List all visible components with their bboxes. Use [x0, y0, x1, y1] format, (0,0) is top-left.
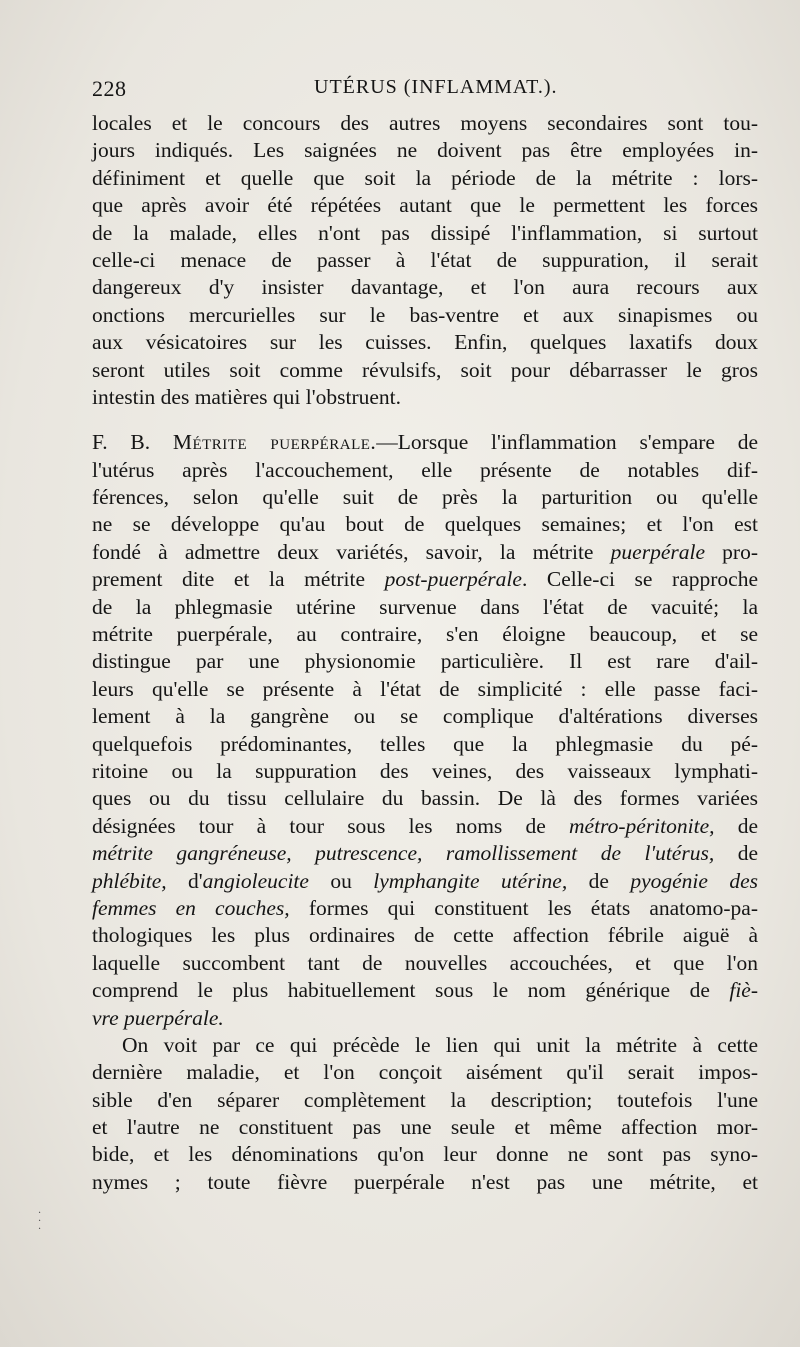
- text-line: férences, selon qu'elle suit de près la parturition ou qu'elle: [92, 485, 758, 510]
- text-line: de la phlegmasie utérine survenue dans l'état de vacuité; la: [92, 594, 758, 619]
- italic-term: lymphangite utérine,: [373, 868, 568, 893]
- running-head: UTÉRUS (INFLAMMAT.).: [314, 76, 558, 98]
- italic-term: vre puerpérale.: [92, 1005, 224, 1030]
- text-line: [92, 977, 758, 1004]
- body-text: [92, 110, 758, 1196]
- text-line: onctions mercurielles sur le bas-ventre et aux sinapismes ou: [92, 302, 758, 327]
- italic-term: puerpérale: [610, 539, 705, 564]
- text-line: et l'autre ne constituent pas une seule et même affection mor-: [92, 1115, 758, 1140]
- text-fragment: formes qui constituent les états anatomo-pa-: [289, 895, 758, 920]
- text-line: nymes ; toute fièvre puerpérale n'est pas une métrite, et: [92, 1169, 758, 1194]
- text-fragment: —Lorsque l'inflammation s'empare de: [376, 430, 758, 455]
- text-line: ques ou du tissu cellulaire du bassin. De là des formes variées: [92, 786, 758, 811]
- paragraph-conclusion: [92, 1032, 758, 1196]
- text-line: celle-ci menace de passer à l'état de suppuration, il serait: [92, 247, 758, 272]
- text-line: lement à la gangrène ou se complique d'altérations diverses: [92, 704, 758, 729]
- text-line: définiment et quelle que soit la période de la métrite : lors-: [92, 165, 758, 190]
- text-line: [92, 1005, 758, 1032]
- text-fragment: désignées tour à tour sous les noms de: [92, 813, 569, 838]
- italic-term: métro-péritonite,: [569, 813, 715, 838]
- page-number: 228: [92, 76, 127, 101]
- text-line: ritoine ou la suppuration des veines, des vaisseaux lymphati-: [92, 758, 758, 783]
- text-fragment: d': [166, 868, 203, 893]
- text-line: [92, 840, 758, 867]
- section-marker: F. B.: [92, 430, 151, 455]
- text-fragment: fondé à admettre deux variétés, savoir, la métrite: [92, 539, 611, 564]
- text-line: sible d'en séparer complètement la description; toutefois l'une: [92, 1087, 758, 1112]
- italic-term: phlébite,: [92, 868, 167, 893]
- text-line: [92, 813, 758, 840]
- paragraph-treatment: [92, 110, 758, 411]
- text-line: aux vésicatoires sur les cuisses. Enfin, quelques laxatifs doux: [92, 330, 758, 355]
- text-line: intestin des matières qui l'obstruent.: [92, 384, 401, 409]
- text-line: [92, 539, 758, 566]
- text-line: que après avoir été répétées autant que le permettent les forces: [92, 193, 758, 218]
- text-fragment: ou: [308, 868, 374, 893]
- text-line: dernière maladie, et l'on conçoit aisément qu'il serait impos-: [92, 1060, 758, 1085]
- text-line: l'utérus après l'accouchement, elle présente de notables dif-: [92, 457, 758, 482]
- section-title: Métrite puerpérale.: [172, 430, 377, 455]
- text-line: locales et le concours des autres moyens secondaires sont tou-: [92, 111, 758, 135]
- text-fragment: . Celle-ci se rapproche: [521, 567, 759, 592]
- paragraph-metrite-puerperale: [92, 429, 758, 1032]
- text-line: [92, 566, 758, 593]
- text-line: jours indiqués. Les saignées ne doivent pas être employées in-: [92, 138, 758, 163]
- text-fragment: comprend le plus habituellement sous le nom générique de: [92, 978, 730, 1003]
- text-line: ne se développe qu'au bout de quelques semaines; et l'on est: [92, 512, 758, 537]
- text-line: laquelle succombent tant de nouvelles accouchées, et que l'on: [92, 950, 758, 975]
- text-fragment: prement dite et la métrite: [92, 567, 385, 592]
- italic-term: pyogénie des: [630, 868, 759, 893]
- text-line: bide, et les dénominations qu'on leur donne ne sont pas syno-: [92, 1142, 758, 1167]
- text-line: distingue par une physionomie particulière. Il est rare d'ail-: [92, 649, 758, 674]
- italic-term: angioleucite: [202, 868, 309, 893]
- text-line: métrite puerpérale, au contraire, s'en éloigne beaucoup, et se: [92, 622, 758, 647]
- text-line: [92, 868, 758, 895]
- text-line: [92, 895, 758, 922]
- italic-term: post-puerpérale: [384, 567, 522, 592]
- text-line: leurs qu'elle se présente à l'état de simplicité : elle passe faci-: [92, 676, 758, 701]
- text-line: dangereux d'y insister davantage, et l'on aura recours aux: [92, 275, 758, 300]
- text-line: thologiques les plus ordinaires de cette affection fébrile aiguë à: [92, 923, 758, 948]
- page-header: [92, 74, 758, 106]
- text-line: seront utiles soit comme révulsifs, soit pour débarrasser le gros: [92, 357, 758, 382]
- italic-term: métrite gangréneuse, putrescence, ramollissement de l'utérus,: [92, 841, 715, 866]
- section-heading-line: [92, 429, 758, 456]
- italic-term: fiè-: [729, 978, 758, 1003]
- text-line: de la malade, elles n'ont pas dissipé l'inflammation, si surtout: [92, 220, 758, 245]
- text-fragment: de: [714, 813, 758, 838]
- text-fragment: de: [714, 841, 759, 866]
- text-fragment: pro-: [705, 539, 759, 564]
- italic-term: femmes en couches,: [92, 895, 290, 920]
- paragraph-gap: [92, 411, 758, 429]
- paper-specks: · · ·: [38, 1208, 42, 1235]
- text-line: quelquefois prédominantes, telles que la phlegmasie du pé-: [92, 731, 758, 756]
- text-line: On voit par ce qui précède le lien qui unit la métrite à cette: [122, 1032, 758, 1057]
- text-fragment: de: [567, 868, 631, 893]
